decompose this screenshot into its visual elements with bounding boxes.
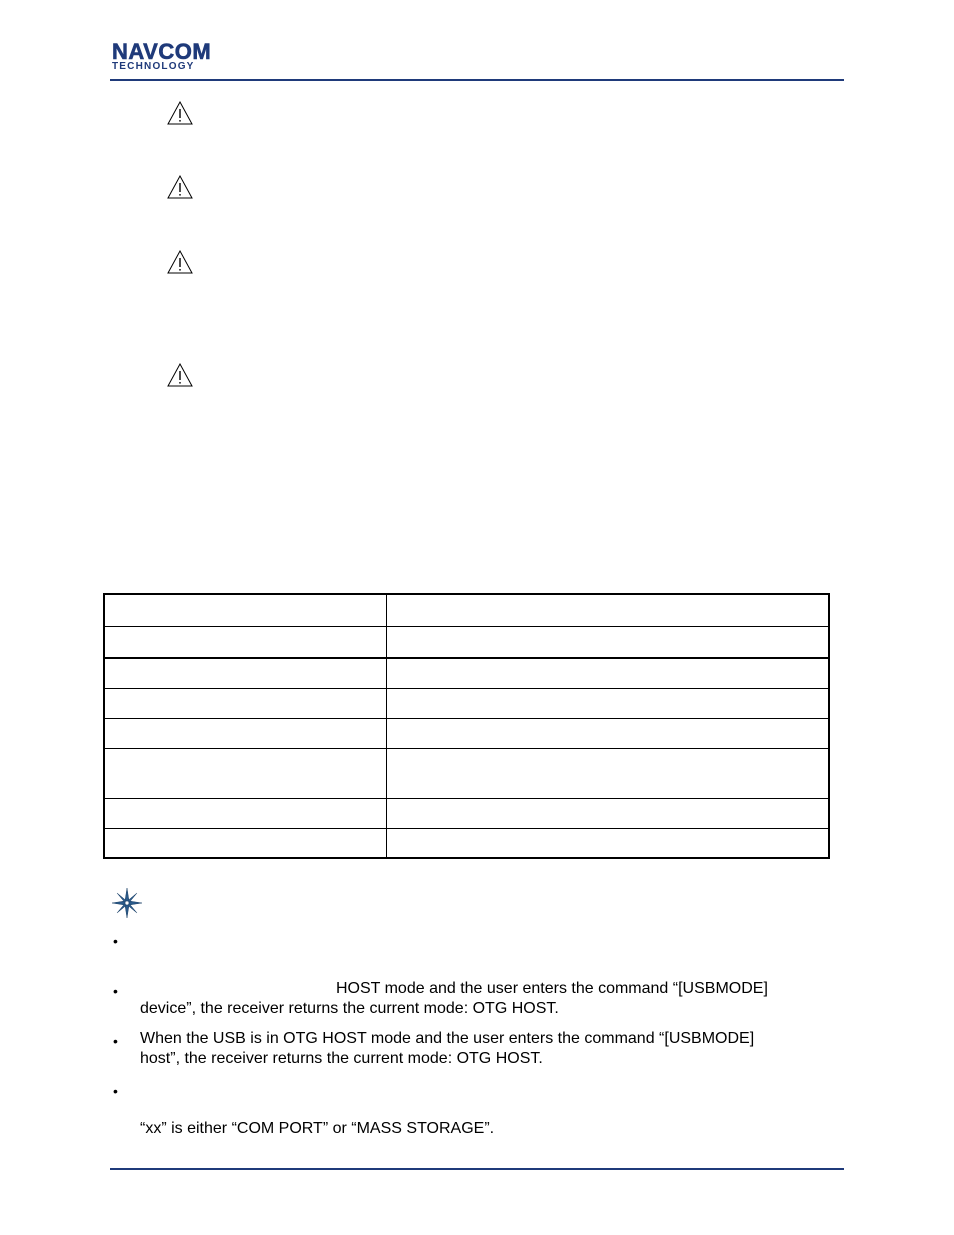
bullet-marker: • (113, 1033, 118, 1049)
bullet-4-line-2: “xx” is either “COM PORT” or “MASS STORAGE”. (140, 1120, 495, 1137)
bullet-3-line-1: When the USB is in OTG HOST mode and the user enters the command “[USBMODE] (140, 1030, 755, 1047)
table-border-left (103, 593, 105, 859)
warning-triangle-icon (167, 101, 193, 125)
bullet-2-line-2: device”, the receiver returns the current mode: OTG HOST. (140, 1000, 559, 1017)
table-border-bottom (103, 857, 830, 859)
logo-main-text: NAVCOM (112, 39, 212, 64)
bullet-marker: • (113, 933, 118, 949)
table-row-divider (103, 657, 830, 659)
footer-rule (110, 1168, 844, 1170)
table-row-divider (103, 688, 830, 689)
navcom-logo (112, 39, 236, 72)
bullet-3-line-2: host”, the receiver returns the current mode: OTG HOST. (140, 1050, 543, 1067)
bullet-marker: • (113, 983, 118, 999)
usb-mode-table (103, 593, 830, 859)
table-row-divider (103, 718, 830, 719)
warning-triangle-icon (167, 250, 193, 274)
warning-triangle-icon (167, 363, 193, 387)
table-row-divider (103, 798, 830, 799)
warning-triangle-icon (167, 175, 193, 199)
bullet-marker: • (113, 1083, 118, 1099)
table-row-divider (103, 626, 830, 627)
logo-sub-text: TECHNOLOGY (112, 61, 195, 72)
compass-star-icon (111, 887, 143, 919)
table-row-divider (103, 748, 830, 749)
table-border-right (828, 593, 830, 859)
table-border-top (103, 593, 830, 595)
table-column-divider (386, 593, 387, 859)
table-row-divider (103, 828, 830, 829)
header-rule (110, 79, 844, 81)
bullet-2-line-1: HOST mode and the user enters the command “[USBMODE] (336, 980, 768, 997)
